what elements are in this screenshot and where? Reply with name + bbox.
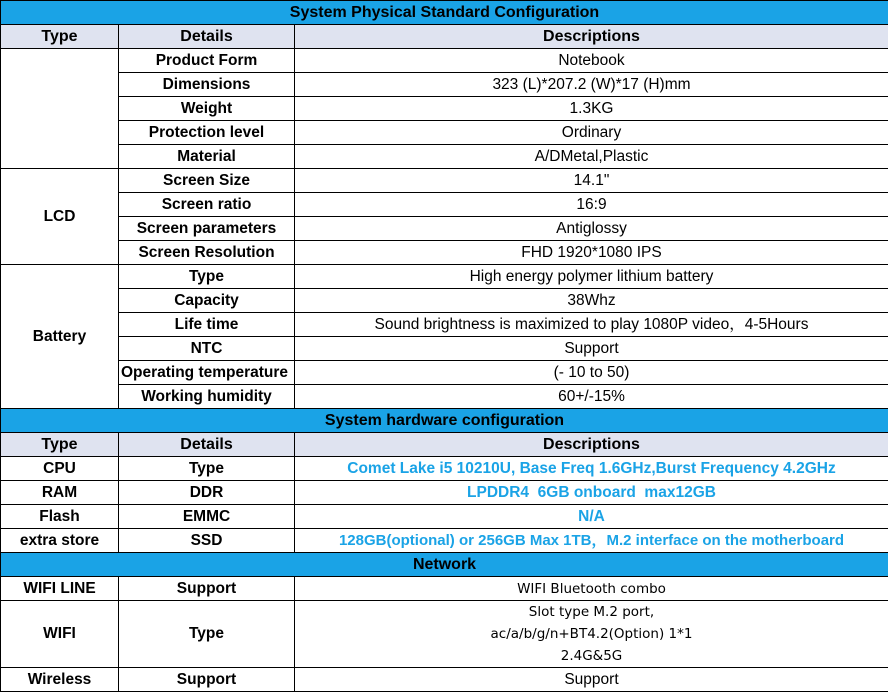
table-row: [1, 601, 888, 668]
detail-cell: Weight: [119, 97, 295, 121]
description-cell: N/A: [295, 505, 888, 529]
detail-cell: EMMC: [119, 505, 295, 529]
type-header: Type: [1, 25, 119, 49]
type-header: Type: [1, 433, 119, 457]
type-cell: [1, 49, 119, 169]
table-row: [1, 313, 888, 337]
detail-cell: NTC: [119, 337, 295, 361]
description-cell: 60+/-15%: [295, 385, 888, 409]
column-header-row: [1, 433, 888, 457]
table-row: [1, 169, 888, 193]
description-cell: FHD 1920*1080 IPS: [295, 241, 888, 265]
table-row: [1, 217, 888, 241]
description-cell: LPDDR4 6GB onboard max12GB: [295, 481, 888, 505]
network-section-title: Network: [1, 553, 888, 577]
descriptions-header: Descriptions: [295, 433, 888, 457]
table-row: [1, 337, 888, 361]
details-header: Details: [119, 25, 295, 49]
type-cell: WIFI LINE: [1, 577, 119, 601]
type-cell: extra store: [1, 529, 119, 553]
type-cell: Wireless: [1, 668, 119, 692]
detail-cell: Capacity: [119, 289, 295, 313]
description-line: ac/a/b/g/n+BT4.2(Option) 1*1: [295, 623, 888, 645]
section-title-row: [1, 553, 888, 577]
description-cell: Support: [295, 337, 888, 361]
description-cell: Comet Lake i5 10210U, Base Freq 1.6GHz,Burst Frequency 4.2GHz: [295, 457, 888, 481]
table-row: [1, 265, 888, 289]
details-header: Details: [119, 433, 295, 457]
description-cell: 323 (L)*207.2 (W)*17 (H)mm: [295, 73, 888, 97]
detail-cell: DDR: [119, 481, 295, 505]
table-row: [1, 145, 888, 169]
table-row: [1, 361, 888, 385]
description-cell: (- 10 to 50): [295, 361, 888, 385]
description-cell: Sound brightness is maximized to play 1080P video，4-5Hours: [295, 313, 888, 337]
detail-cell: Screen Size: [119, 169, 295, 193]
section-title-row: [1, 409, 888, 433]
detail-cell: Type: [119, 265, 295, 289]
table-row: [1, 97, 888, 121]
detail-cell: Dimensions: [119, 73, 295, 97]
detail-cell: Operating temperature: [119, 361, 295, 385]
description-cell: 16:9: [295, 193, 888, 217]
detail-cell: SSD: [119, 529, 295, 553]
description-cell: A/DMetal,Plastic: [295, 145, 888, 169]
description-cell: Antiglossy: [295, 217, 888, 241]
table-row: [1, 49, 888, 73]
detail-cell: Product Form: [119, 49, 295, 73]
description-cell: 1.3KG: [295, 97, 888, 121]
table-row: [1, 121, 888, 145]
descriptions-header: Descriptions: [295, 25, 888, 49]
type-cell-battery: Battery: [1, 265, 119, 409]
type-cell: WIFI: [1, 601, 119, 668]
description-cell: WIFI Bluetooth combo: [295, 577, 888, 601]
detail-cell: Support: [119, 577, 295, 601]
description-cell: High energy polymer lithium battery: [295, 265, 888, 289]
column-header-row: [1, 25, 888, 49]
table-row: [1, 457, 888, 481]
detail-cell: Type: [119, 457, 295, 481]
table-row: [1, 241, 888, 265]
table-row: [1, 193, 888, 217]
detail-cell: Screen Resolution: [119, 241, 295, 265]
table-row: [1, 481, 888, 505]
table-row: [1, 385, 888, 409]
detail-cell: Type: [119, 601, 295, 668]
description-cell: Notebook: [295, 49, 888, 73]
detail-cell: Screen ratio: [119, 193, 295, 217]
table-row: [1, 73, 888, 97]
hardware-section-title: System hardware configuration: [1, 409, 888, 433]
detail-cell: Material: [119, 145, 295, 169]
description-line: 2.4G&5G: [295, 645, 888, 667]
description-cell: 128GB(optional) or 256GB Max 1TB，M.2 interface on the motherboard: [295, 529, 888, 553]
type-cell: RAM: [1, 481, 119, 505]
table-row: [1, 289, 888, 313]
table-row: [1, 577, 888, 601]
description-cell: 14.1": [295, 169, 888, 193]
table-row: [1, 505, 888, 529]
physical-section-title: System Physical Standard Configuration: [1, 1, 888, 25]
detail-cell: Working humidity: [119, 385, 295, 409]
description-cell: Ordinary: [295, 121, 888, 145]
table-row: [1, 529, 888, 553]
type-cell: CPU: [1, 457, 119, 481]
type-cell: Flash: [1, 505, 119, 529]
detail-cell: Life time: [119, 313, 295, 337]
description-cell: 38Whz: [295, 289, 888, 313]
description-cell: Support: [295, 668, 888, 692]
detail-cell: Support: [119, 668, 295, 692]
section-title-row: [1, 1, 888, 25]
detail-cell: Protection level: [119, 121, 295, 145]
description-line: Slot type M.2 port,: [295, 601, 888, 623]
type-cell-lcd: LCD: [1, 169, 119, 265]
description-cell: [295, 601, 888, 668]
detail-cell: Screen parameters: [119, 217, 295, 241]
table-row: [1, 668, 888, 692]
